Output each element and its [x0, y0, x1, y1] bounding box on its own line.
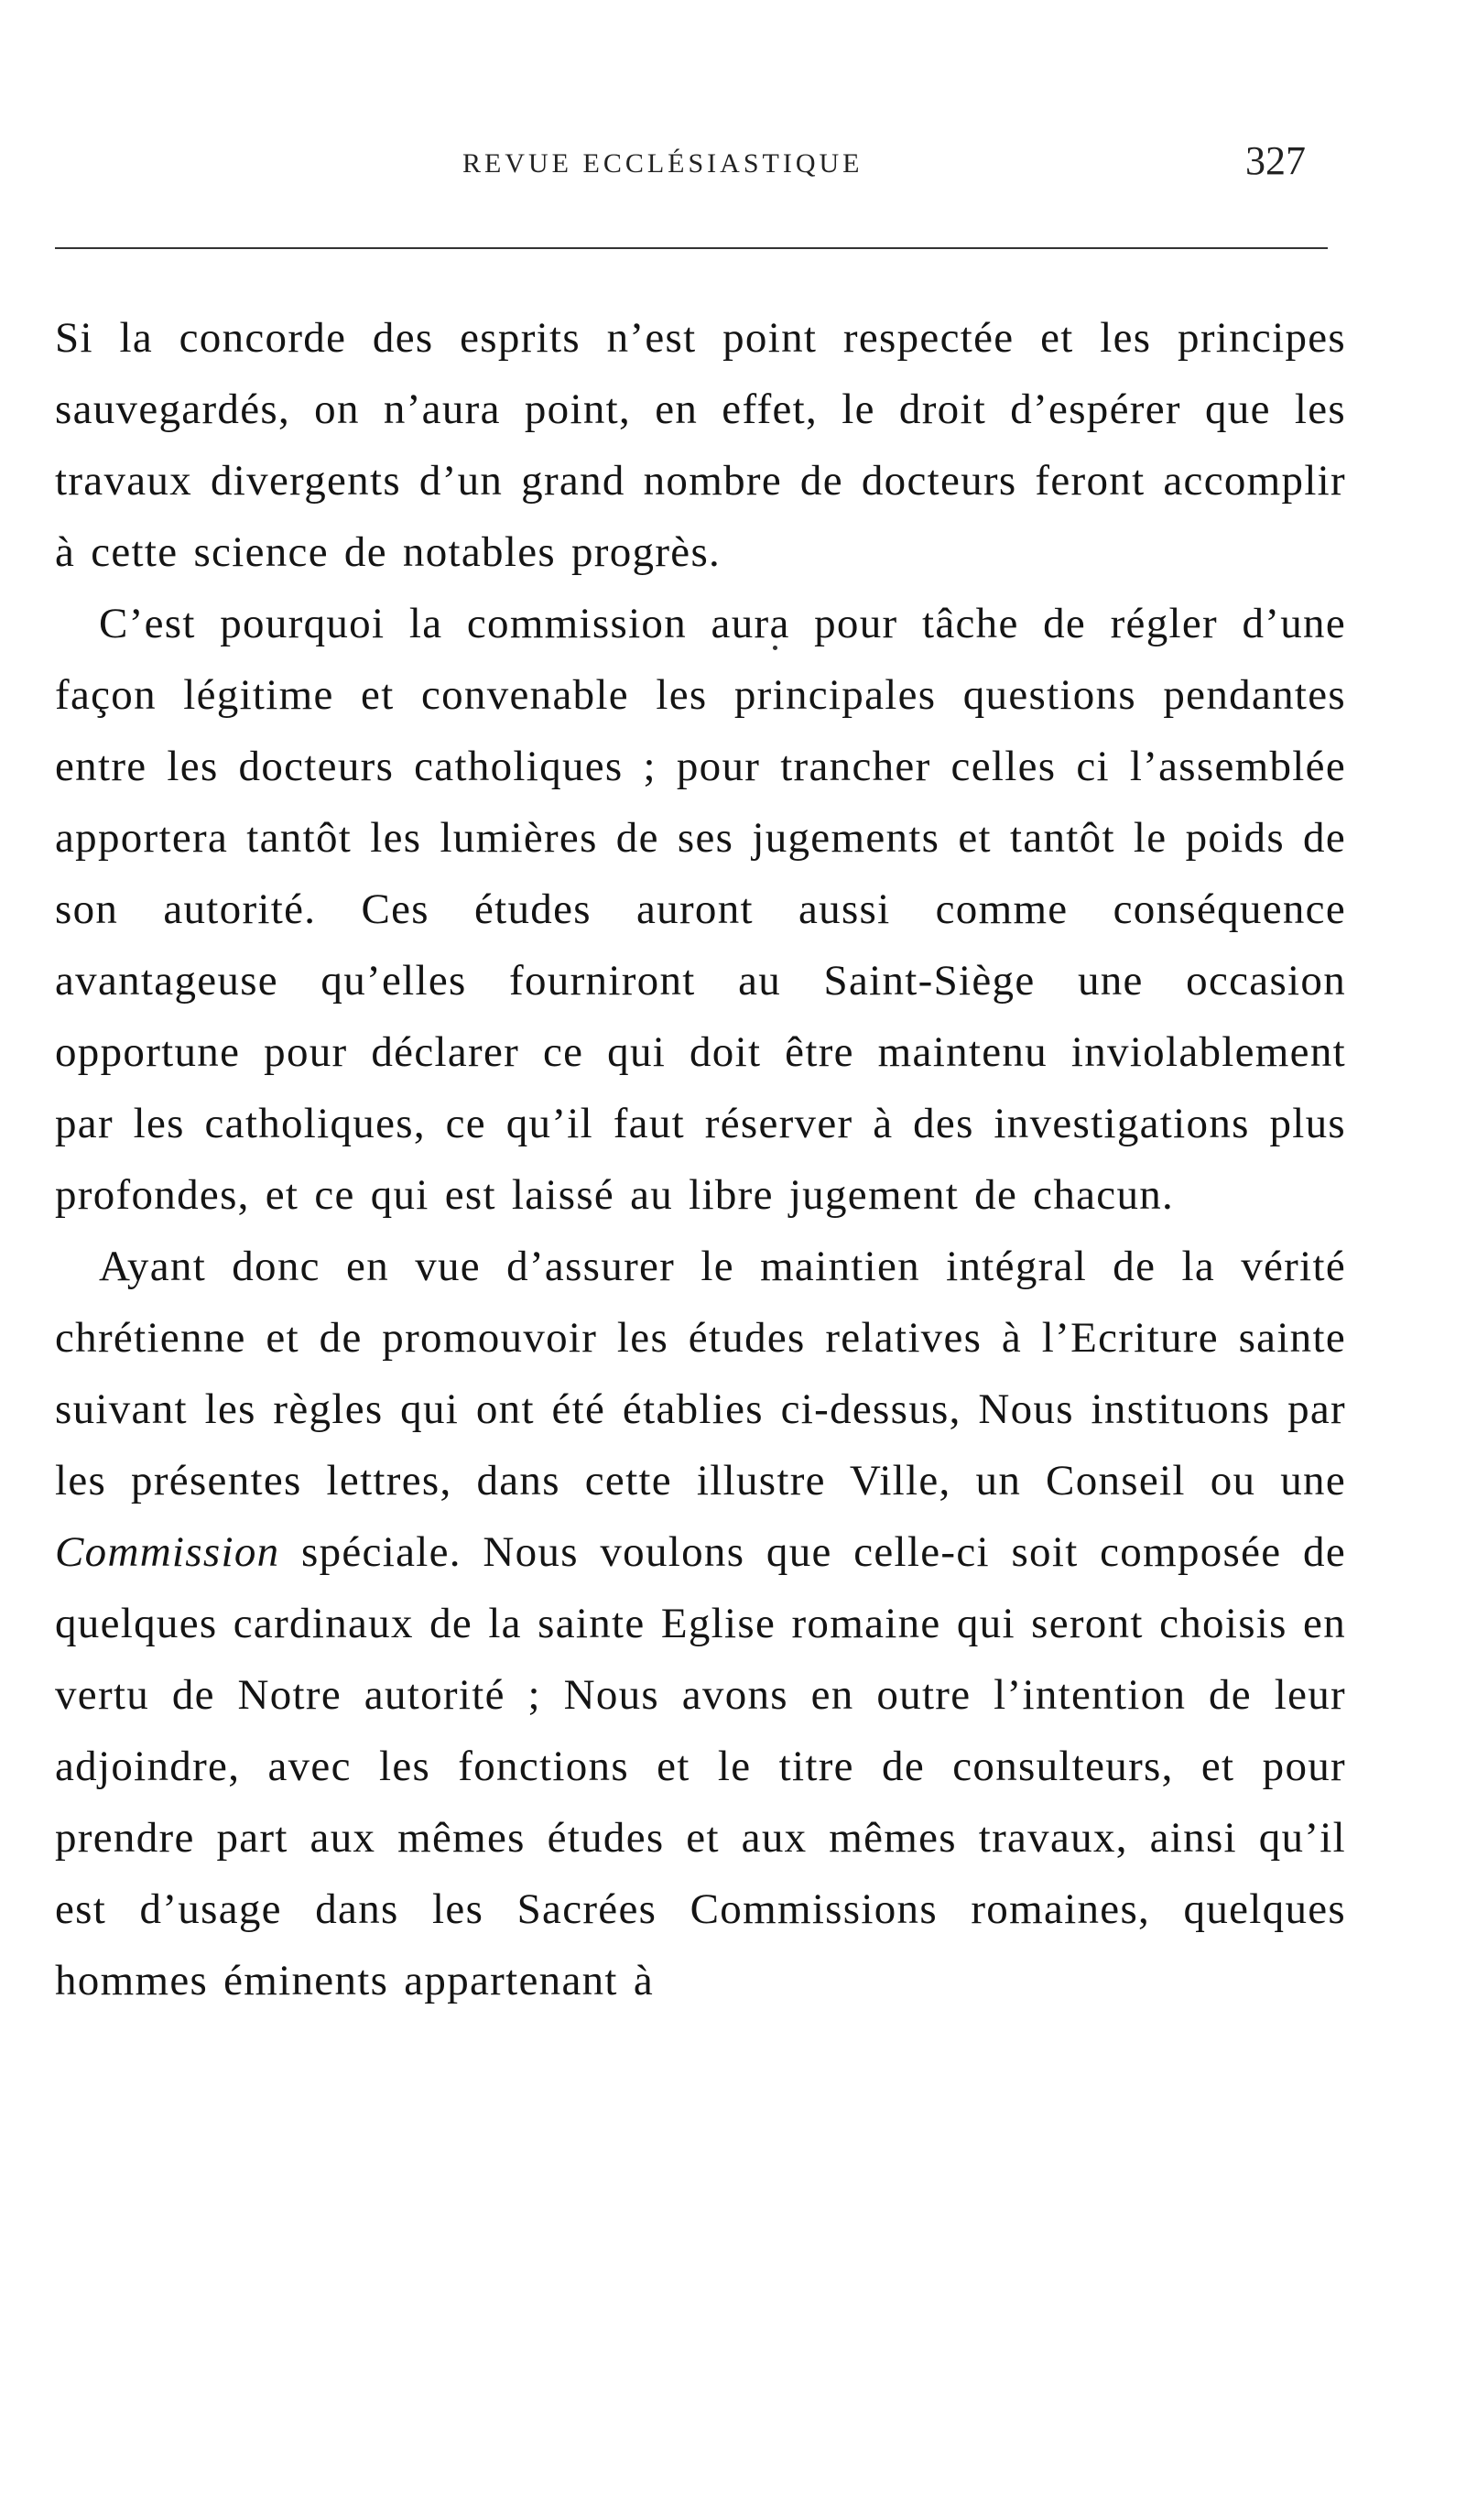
- paragraph-1: Si la concorde des esprits n’est point respectée et les principes sauvegardés, on n’aura point, en effet, le droit d’espérer que les travaux divergents d’un grand nombre de docteurs feront accomplir à cette science de notables progrès.: [55, 314, 1346, 576]
- body-text: [55, 302, 1346, 2016]
- page-number: 327: [1245, 138, 1306, 183]
- paragraph-3: [55, 1231, 1346, 2016]
- header-rule: [55, 247, 1328, 249]
- page-header: [0, 137, 1477, 192]
- paragraph-3-italic-term: Commission: [55, 1528, 280, 1576]
- running-head: REVUE ECCLÉSIASTIQUE: [462, 148, 863, 179]
- paragraph-3-text-before: Ayant donc en vue d’assurer le maintien intégral de la vérité chrétienne et de promouvoir les études relatives à l’Ecriture sainte suivant les règles qui ont été établies ci-dessus, Nous instituons par les présentes lettres, dans cette illustre Ville, un Conseil ou une: [55, 1243, 1346, 1504]
- paragraph-2: C’est pourquoi la commission aura pour tâche de régler d’une façon légitime et convenable les principales questions pendantes entre les docteurs catholiques ; pour trancher celles ci l’assemblée apportera tantôt les lumières de ses jugements et tantôt le poids de son autorité. Ces études auront aussi comme conséquence avantageuse qu’elles fourniront au Saint-Siège une occasion opportune pour déclarer ce qui doit être maintenu inviolablement par les catholiques, ce qu’il faut réserver à des investigations plus profondes, et ce qui est laissé au libre jugement de chacun.: [55, 600, 1346, 1219]
- paragraph-3-text-after: spéciale. Nous voulons que celle-ci soit composée de quelques cardinaux de la sainte Eglise romaine qui seront choisis en vertu de Notre autorité ; Nous avons en outre l’intention de leur adjoindre, avec les fonctions et le titre de consulteurs, et pour prendre part aux mêmes études et aux mêmes travaux, ainsi qu’il est d’usage dans les Sacrées Commissions romaines, quelques hommes éminents appartenant à: [55, 1528, 1346, 2004]
